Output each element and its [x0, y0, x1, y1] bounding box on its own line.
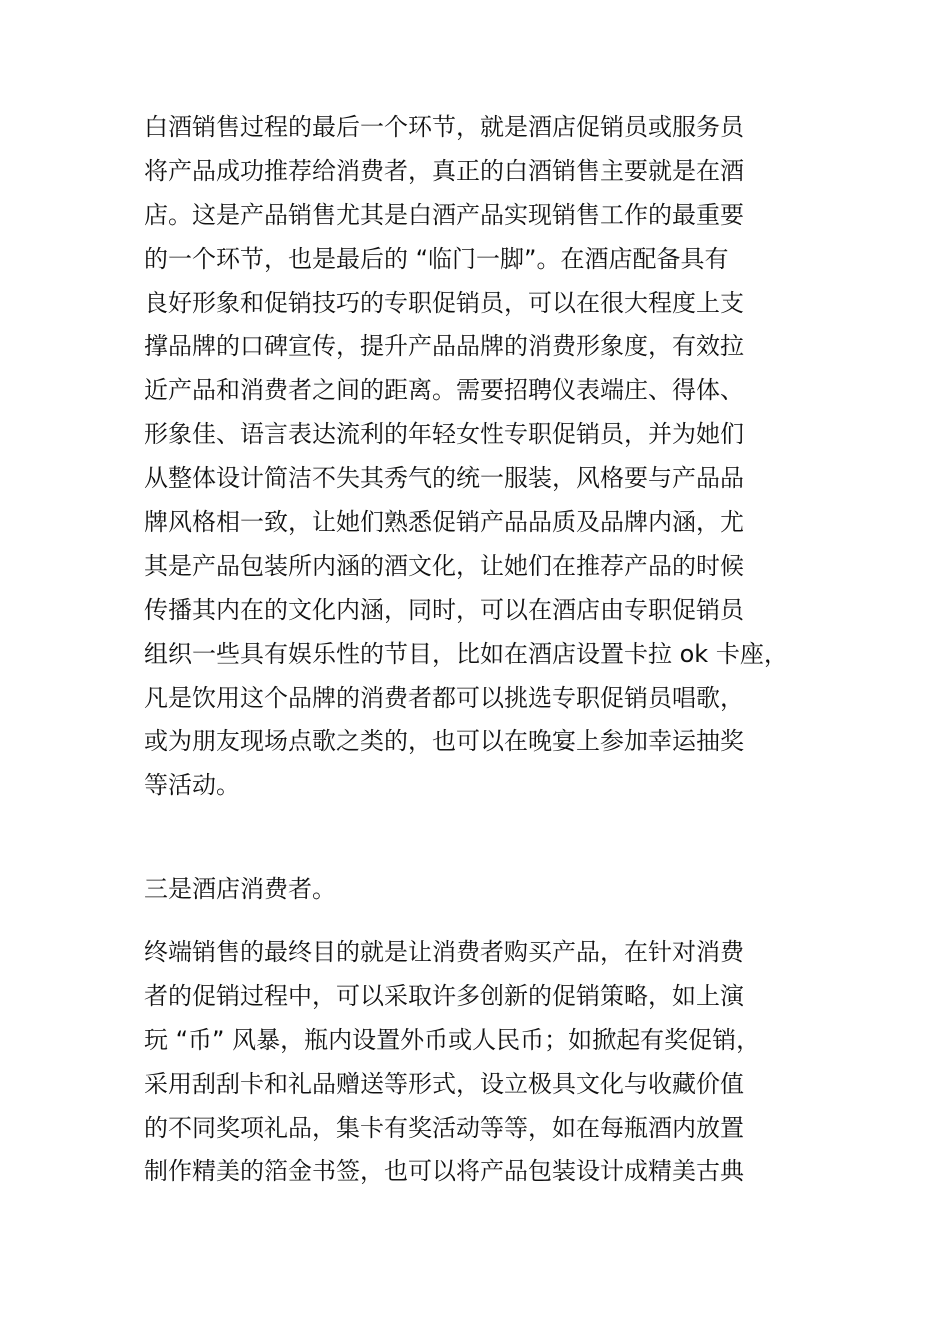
text-line: 近产品和消费者之间的距离。需要招聘仪表端庄、得体、 [144, 376, 744, 405]
text-line: 将产品成功推荐给消费者，真正的白酒销售主要就是在酒 [144, 156, 744, 185]
text-line: 从整体设计简洁不失其秀气的统一服装，风格要与产品品 [144, 464, 744, 493]
text-line: 制作精美的箔金书签，也可以将产品包装设计成精美古典 [144, 1157, 744, 1186]
text-line: 白酒销售过程的最后一个环节，就是酒店促销员或服务员 [144, 113, 744, 141]
text-line: 的不同奖项礼品，集卡有奖活动等等，如在每瓶酒内放置 [144, 1113, 744, 1142]
paragraph-hotel-promoters [144, 106, 788, 808]
text-line: 者的促销过程中，可以采取许多创新的促销策略，如上演 [144, 981, 744, 1010]
text-line: 玩 “币” 风暴，瓶内设置外币或人民币；如掀起有奖促销， [144, 1025, 761, 1054]
text-line: 的一个环节，也是最后的 “临门一脚”。在酒店配备具有 [144, 244, 729, 273]
text-line: 良好形象和促销技巧的专职促销员，可以在很大程度上支 [144, 288, 744, 317]
text-line: 其是产品包装所内涵的酒文化，让她们在推荐产品的时候 [144, 551, 744, 580]
text-line: 撑品牌的口碑宣传，提升产品品牌的消费形象度，有效拉 [144, 332, 744, 361]
text-line: 店。这是产品销售尤其是白酒产品实现销售工作的最重要 [144, 200, 744, 229]
text-line: 三是酒店消费者。 [144, 875, 336, 903]
text-line: 终端销售的最终目的就是让消费者购买产品，在针对消费 [144, 938, 744, 966]
section-heading-hotel-consumers [144, 868, 336, 912]
text-line: 牌风格相一致，让她们熟悉促销产品品质及品牌内涵，尤 [144, 508, 744, 537]
text-line: 组织一些具有娱乐性的节目，比如在酒店设置卡拉 ok 卡座， [144, 639, 788, 668]
paragraph-consumer-promotion [144, 931, 760, 1194]
text-line: 凡是饮用这个品牌的消费者都可以挑选专职促销员唱歌， [144, 683, 744, 712]
text-line: 形象佳、语言表达流利的年轻女性专职促销员，并为她们 [144, 420, 744, 449]
text-line: 或为朋友现场点歌之类的，也可以在晚宴上参加幸运抽奖 [144, 727, 744, 756]
text-line: 等活动。 [144, 771, 240, 800]
text-line: 传播其内在的文化内涵，同时，可以在酒店由专职促销员 [144, 595, 744, 624]
text-line: 采用刮刮卡和礼品赠送等形式，设立极具文化与收藏价值 [144, 1069, 744, 1098]
